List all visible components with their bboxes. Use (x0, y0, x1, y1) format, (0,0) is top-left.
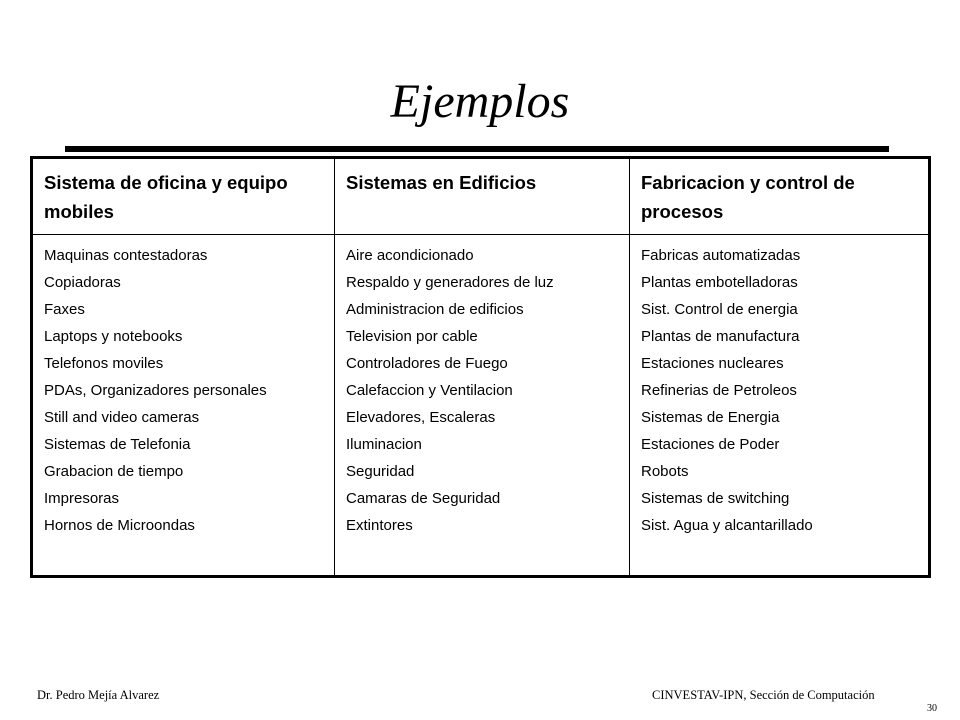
list-item: Plantas embotelladoras (641, 274, 798, 291)
list-item: Fabricas automatizadas (641, 247, 801, 264)
list-item: Still and video cameras (44, 409, 200, 426)
list-item: Respaldo y generadores de luz (346, 274, 554, 291)
list-item: PDAs, Organizadores personales (44, 382, 267, 399)
header-cell-office: Sistema de oficina y equipo mobiles (33, 159, 335, 235)
list-item: Maquinas contestadoras (44, 247, 208, 264)
slide-title: Ejemplos (390, 75, 570, 128)
list-item: Aire acondicionado (346, 247, 474, 264)
list-item: Copiadoras (44, 274, 121, 291)
list-item: Telefonos moviles (44, 355, 164, 372)
items-cell-buildings (335, 235, 630, 575)
list-item: Sistemas de Telefonia (44, 436, 191, 453)
header-cell-buildings: Sistemas en Edificios (335, 159, 630, 235)
list-item: Camaras de Seguridad (346, 490, 501, 507)
list-item: Sist. Control de energia (641, 301, 798, 318)
list-item: Elevadores, Escaleras (346, 409, 496, 426)
list-item: Refinerias de Petroleos (641, 382, 797, 399)
items-cell-manufacturing (630, 235, 928, 575)
list-item: Laptops y notebooks (44, 328, 183, 345)
list-item: Television por cable (346, 328, 478, 345)
items-cell-office (33, 235, 335, 575)
list-item: Sist. Agua y alcantarillado (641, 517, 813, 534)
page-number: 30 (927, 703, 937, 714)
footer-author: Dr. Pedro Mejía Alvarez (37, 688, 160, 702)
list-item: Grabacion de tiempo (44, 463, 184, 480)
examples-table (30, 156, 931, 578)
list-item: Sistemas de switching (641, 490, 790, 507)
list-item: Impresoras (44, 490, 120, 507)
header-cell-manufacturing: Fabricacion y control de procesos (630, 159, 928, 235)
footer-institution: CINVESTAV-IPN, Sección de Computación (652, 688, 875, 702)
list-item: Hornos de Microondas (44, 517, 195, 534)
list-item: Controladores de Fuego (346, 355, 508, 372)
list-item: Seguridad (346, 463, 415, 480)
title-divider (65, 146, 889, 152)
list-item: Calefaccion y Ventilacion (346, 382, 513, 399)
list-item: Administracion de edificios (346, 301, 524, 318)
list-item: Robots (641, 463, 689, 480)
list-item: Iluminacion (346, 436, 422, 453)
list-item: Estaciones de Poder (641, 436, 780, 453)
list-item: Faxes (44, 301, 85, 318)
list-item: Sistemas de Energia (641, 409, 780, 426)
list-item: Plantas de manufactura (641, 328, 800, 345)
list-item: Estaciones nucleares (641, 355, 784, 372)
list-item: Extintores (346, 517, 413, 534)
